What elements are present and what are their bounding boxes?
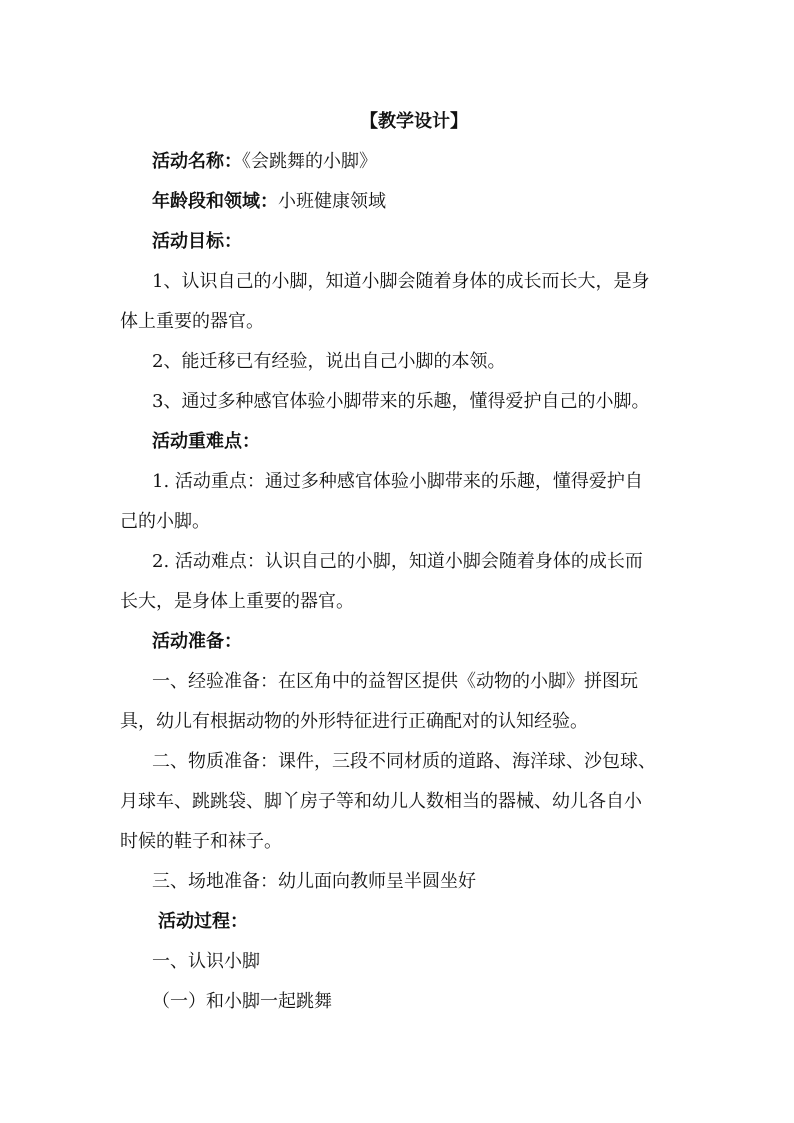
goals-heading: 活动目标： — [152, 231, 242, 252]
key-point-2-line-2: 长大，是身体上重要的器官。 — [120, 591, 354, 612]
goal-1-line-1: 1、认识自己的小脚，知道小脚会随着身体的成长而长大，是身 — [152, 271, 650, 292]
preparation-heading: 活动准备： — [152, 631, 242, 652]
preparation-3: 三、场地准备：幼儿面向教师呈半圆坐好 — [152, 871, 476, 892]
process-heading: 活动过程： — [158, 911, 248, 932]
goal-1-line-2: 体上重要的器官。 — [120, 311, 264, 332]
key-points-heading: 活动重难点： — [152, 431, 260, 452]
activity-name-label: 活动名称： — [152, 151, 242, 172]
age-domain-label: 年龄段和领域： — [152, 191, 278, 212]
activity-name-value: 《会跳舞的小脚》 — [242, 151, 377, 172]
goal-3: 3、通过多种感官体验小脚带来的乐趣，懂得爱护自己的小脚。 — [152, 391, 650, 412]
activity-name-row — [152, 150, 377, 174]
preparation-2-line-2: 月球车、跳跳袋、脚丫房子等和幼儿人数相当的器械、幼儿各自小 — [120, 791, 642, 812]
process-section-1: 一、认识小脚 — [152, 951, 260, 972]
document-title: 【教学设计】 — [360, 111, 468, 132]
key-point-2-line-1: 2. 活动难点：认识自己的小脚，知道小脚会随着身体的成长而 — [152, 551, 643, 572]
process-subsection-1: （一）和小脚一起跳舞 — [152, 991, 332, 1012]
key-point-1-line-1: 1. 活动重点：通过多种感官体验小脚带来的乐趣，懂得爱护自 — [152, 471, 643, 492]
preparation-1-line-1: 一、经验准备：在区角中的益智区提供《动物的小脚》拼图玩 — [152, 671, 638, 692]
age-domain-value: 小班健康领域 — [278, 191, 386, 212]
age-domain-row — [152, 190, 386, 214]
preparation-2-line-1: 二、物质准备：课件，三段不同材质的道路、海洋球、沙包球、 — [152, 751, 656, 772]
preparation-1-line-2: 具，幼儿有根据动物的外形特征进行正确配对的认知经验。 — [120, 711, 588, 732]
goal-2: 2、能迁移已有经验，说出自己小脚的本领。 — [152, 351, 506, 372]
key-point-1-line-2: 己的小脚。 — [120, 511, 210, 532]
preparation-2-line-3: 时候的鞋子和袜子。 — [120, 831, 282, 852]
